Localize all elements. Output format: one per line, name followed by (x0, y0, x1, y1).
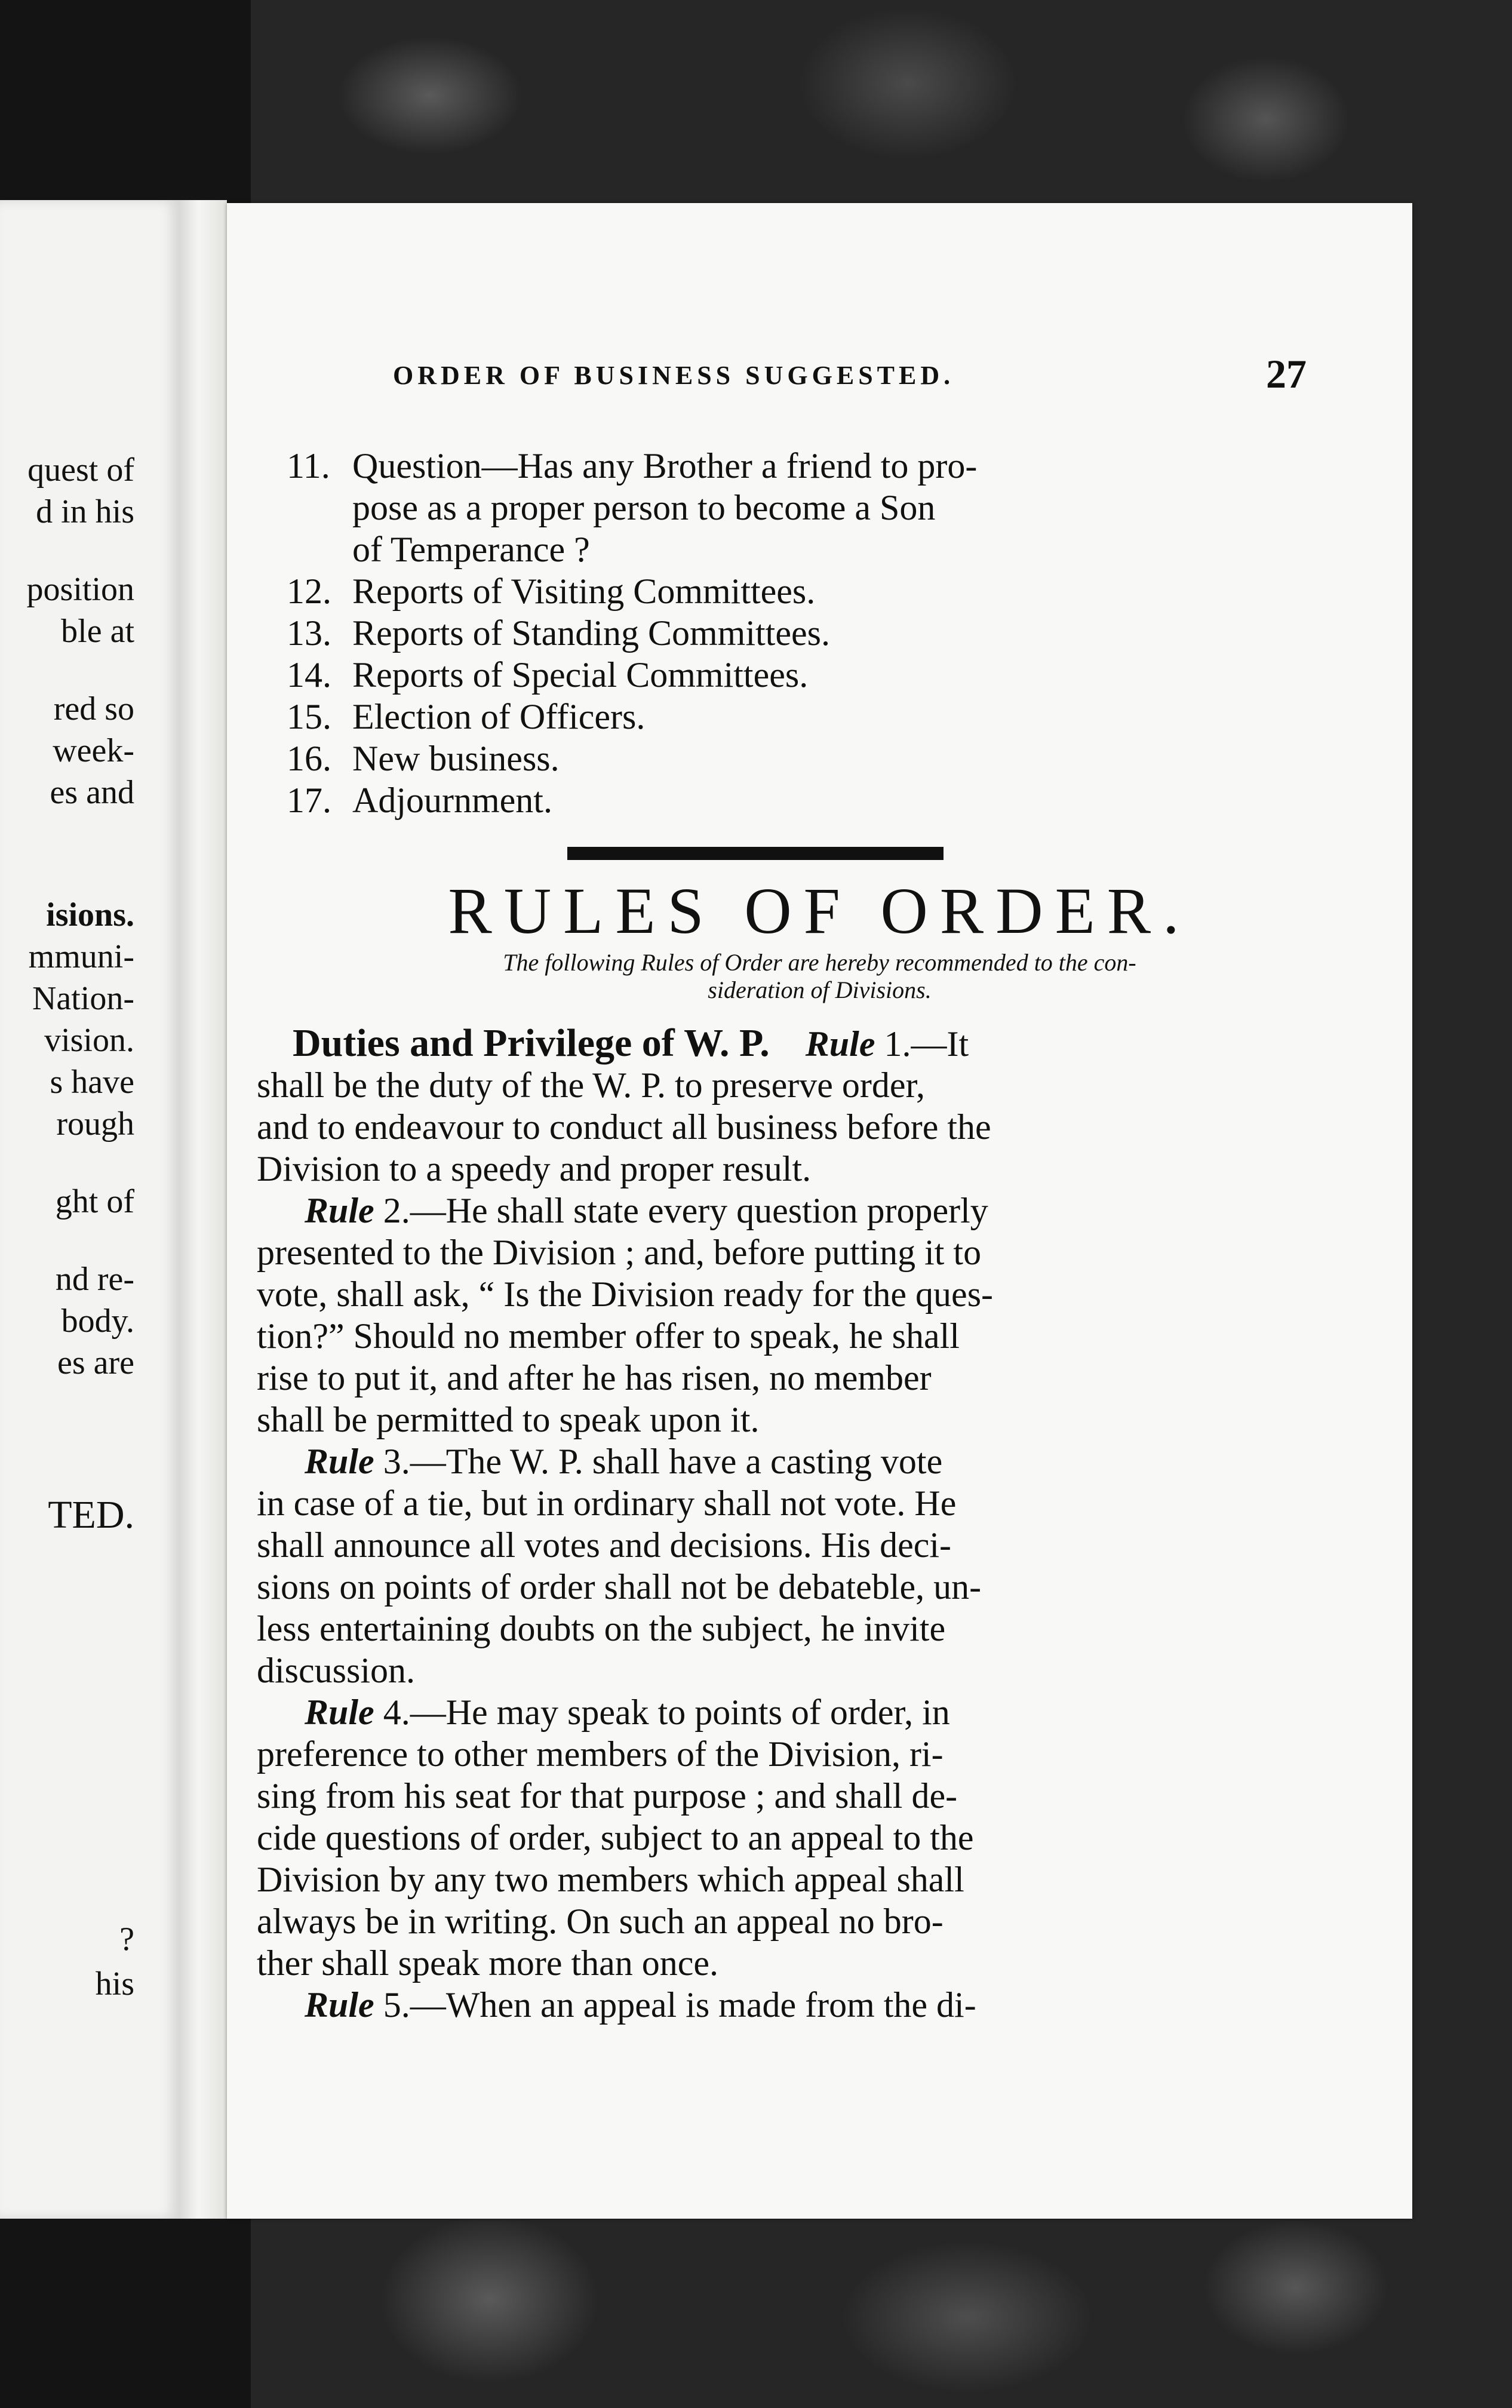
rule-3-first-line (305, 1440, 942, 1482)
text-line: cide questions of order, subject to an appeal to the (257, 1818, 974, 1857)
text-line: presented to the Division ; and, before putting it to (257, 1233, 982, 1272)
duties-heading: Duties and Privilege of W. P. (293, 1021, 770, 1065)
rule-text: 3.—The W. P. shall have a casting vote (374, 1442, 943, 1481)
rule-label: Rule (305, 1985, 374, 2025)
text-line: Division to a speedy and proper result. (257, 1149, 812, 1188)
text-line: less entertaining doubts on the subject, he invite (257, 1609, 946, 1648)
left-page-line: ght of (55, 1183, 134, 1220)
text-line: shall announce all votes and decisions. His deci- (257, 1525, 952, 1565)
rule-4-first-line (305, 1691, 950, 1733)
rule-text: 2.—He shall state every question properly (374, 1191, 988, 1230)
rule-text: 5.—When an appeal is made from the di- (374, 1985, 976, 2025)
left-page (0, 200, 179, 2219)
text-line: Division by any two members which appeal shall (257, 1860, 964, 1899)
rule-label: Rule (305, 1693, 374, 1732)
text-line: ther shall speak more than once. (257, 1943, 719, 1983)
list-item (287, 654, 808, 696)
running-title: ORDER OF BUSINESS SUGGESTED. (393, 361, 955, 390)
item-number: 14. (287, 655, 331, 695)
left-page-line: position (26, 571, 134, 608)
item-number: 13. (287, 613, 331, 653)
text-line: discussion. (257, 1651, 416, 1690)
rules-of-order-heading: RULES OF ORDER. (448, 874, 1191, 947)
list-item (287, 779, 552, 821)
rule-label: Rule (305, 1442, 374, 1481)
list-item (287, 696, 645, 738)
page-27 (227, 203, 1412, 2219)
item-text: New business. (352, 739, 560, 778)
text-line: and to endeavour to conduct all business before the (257, 1107, 991, 1147)
left-page-line: d in his (36, 493, 134, 530)
item-number: 11. (287, 446, 330, 486)
rule-label: Rule (805, 1024, 875, 1064)
left-page-line: quest of (27, 452, 134, 489)
item-text: of Temperance ? (352, 530, 590, 569)
item-number: 15. (287, 697, 331, 736)
left-page-line: ? (119, 1921, 134, 1958)
left-page-line: isions. (46, 896, 134, 933)
item-number: 16. (287, 739, 331, 778)
rule-text: 1.—It (875, 1024, 969, 1064)
text-line: tion?” Should no member offer to speak, he shall (257, 1316, 960, 1356)
left-page-line: body. (61, 1303, 134, 1340)
item-text: Reports of Standing Committees. (352, 613, 830, 653)
left-page-line: s have (50, 1064, 134, 1101)
rule-1-first-line (293, 1022, 969, 1065)
left-page-line: vision. (44, 1022, 134, 1059)
text-line: in case of a tie, but in ordinary shall not vote. He (257, 1484, 957, 1523)
item-number: 12. (287, 572, 331, 611)
item-text: Question—Has any Brother a friend to pro- (352, 446, 978, 486)
left-page-line: nd re- (55, 1261, 134, 1298)
text-line: rise to put it, and after he has risen, no member (257, 1358, 932, 1398)
list-item (352, 529, 590, 570)
page-header (393, 351, 1307, 397)
text-line: vote, shall ask, “ Is the Division ready for the ques- (257, 1274, 994, 1314)
rules-subtitle-line: The following Rules of Order are hereby recommended to the con- (503, 949, 1136, 976)
rule-2-first-line (305, 1190, 988, 1231)
list-item (287, 738, 560, 779)
left-page-line: rough (56, 1105, 134, 1142)
text-line: always be in writing. On such an appeal no bro- (257, 1902, 944, 1941)
left-page-line: mmuni- (28, 938, 134, 975)
item-text: Reports of Visiting Committees. (352, 572, 816, 611)
left-page-line: Nation- (32, 980, 134, 1017)
rule-label: Rule (305, 1191, 374, 1230)
list-item (352, 487, 935, 529)
item-number: 17. (287, 781, 331, 820)
book-spine (179, 200, 227, 2219)
text-line: preference to other members of the Division, ri- (257, 1734, 944, 1774)
left-page-line: red so (53, 690, 134, 727)
left-page-line: week- (53, 732, 134, 769)
rules-subtitle-line: sideration of Divisions. (708, 976, 932, 1003)
item-text: pose as a proper person to become a Son (352, 488, 936, 527)
section-divider (567, 847, 944, 860)
text-line: shall be the duty of the W. P. to preserve order, (257, 1065, 926, 1105)
text-line: sions on points of order shall not be debateble, un- (257, 1567, 982, 1607)
left-page-line: TED. (48, 1493, 134, 1537)
item-text: Reports of Special Committees. (352, 655, 809, 695)
text-line: shall be permitted to speak upon it. (257, 1400, 760, 1439)
rule-5-first-line (305, 1984, 976, 2026)
list-item (287, 570, 815, 612)
item-text: Adjournment. (352, 781, 552, 820)
item-text: Election of Officers. (352, 697, 646, 736)
left-page-line: es are (57, 1344, 134, 1381)
list-item (287, 612, 830, 654)
left-page-line: es and (50, 774, 134, 811)
page-number: 27 (1266, 351, 1307, 397)
left-page-line: ble at (61, 613, 134, 650)
list-item (287, 445, 977, 487)
left-page-line: his (95, 1965, 134, 2002)
text-line: sing from his seat for that purpose ; and shall de- (257, 1776, 958, 1816)
rule-text: 4.—He may speak to points of order, in (374, 1693, 950, 1732)
